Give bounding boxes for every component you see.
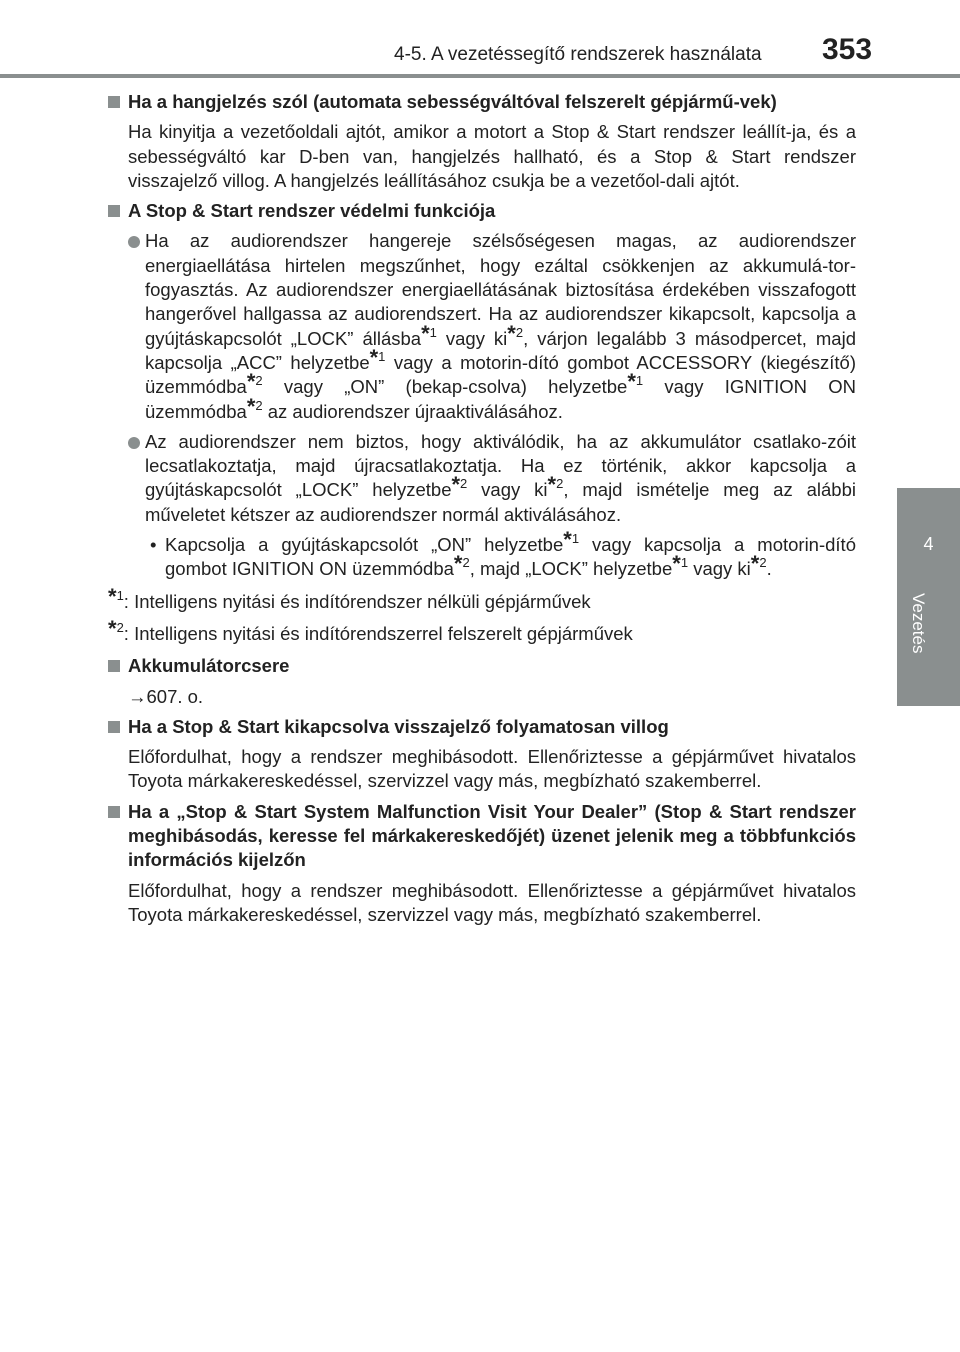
square-bullet-icon: [108, 660, 120, 672]
footnote-number: 1: [116, 587, 124, 603]
sub-list-item: • Kapcsolja a gyújtáskapcsolót „ON” helyzetbe*$^1$ vagy kapcsolja a motorin-dító gombot IGNITION ON üzemmódba*$^2$, majd „LOCK” helyzetbe*$^1$ vagy ki*$^2$.: [150, 527, 856, 580]
circle-bullet-icon: [128, 236, 140, 248]
footnote-number: 1: [635, 373, 644, 389]
footnote-text: : Intelligens nyitási és indítórendszer nélküli gépjárművek: [123, 590, 591, 612]
footnote-text: : Intelligens nyitási és indítórendszerrel felszerelt gépjárművek: [123, 622, 633, 644]
page-content: [108, 90, 856, 933]
paragraph-malfunction: Előfordulhat, hogy a rendszer meghibásodott. Ellenőriztesse a gépjárművet hivatalos Toyota márkakereskedéssel, szervizzel vagy más, megbízható szakemberrel.: [128, 879, 856, 925]
footnote-star: *: [507, 320, 516, 346]
footnote-star: *: [672, 551, 681, 577]
footnote-star: *: [369, 344, 379, 370]
footnote-star: *: [246, 369, 256, 395]
page-reference-link[interactable]: →607. o.: [128, 685, 204, 707]
footnote-number: 2: [556, 476, 564, 492]
footnote-star: *: [108, 583, 117, 609]
footnote-star: *: [246, 393, 256, 419]
section-title: 4-5. A vezetéssegítő rendszerek használata: [394, 44, 762, 65]
footnote-number: 2: [460, 476, 468, 492]
footnote-star: *: [108, 615, 117, 641]
square-bullet-icon: [108, 96, 120, 108]
square-bullet-icon: [108, 205, 120, 217]
chapter-label: Vezetés: [909, 593, 928, 654]
circle-bullet-icon: [128, 437, 140, 449]
footnote-star: *: [627, 369, 636, 395]
list-item-audio-volume: Ha az audiorendszer hangereje szélsőségesen magas, az audiorendszer energiaellátása hirtelen megszűnhet, hogy ezáltal csökkenjen az akkumulá-tor-fogyasztás. Az audiorendszer energiaellátásának biztosítása érdekében visszafogott hangerővel hallgassa az audiorendszert. Ha az audiorendszer kikapcsolt, kapcsolja a gyújtáskapcsolót „LOCK” állásba*$^1$ vagy ki*$^2$, várjon legalább 3 másodpercet, majd kapcsolja „ACC” helyzetbe*$^1$ vagy a motorin-dító gombot ACCESSORY (kiegészítő) üzemmódba*$^2$ vagy „ON” (bekap-csolva) helyzetbe*$^1$ vagy IGNITION ON üzemmódba*$^2$ az audiorendszer újraaktiválásához.: [108, 229, 856, 423]
paragraph-horn: Ha kinyitja a vezetőoldali ajtót, amikor a motort a Stop & Start rendszer leállít-ja, és a sebességváltó kar D-ben van, hangjelzés hallható, és a Stop & Start rendszer visszajelző villog. A hangjelzés leállításához csukja be a vezetőol-dali ajtót.: [128, 121, 856, 191]
heading-text: Akkumulátorcsere: [128, 655, 290, 677]
heading-text: Ha a Stop & Start kikapcsolva visszajelző folyamatosan villog: [128, 715, 669, 737]
paragraph-indicator: Előfordulhat, hogy a rendszer meghibásodott. Ellenőriztesse a gépjárművet hivatalos Toyota márkakereskedéssel, szervizzel vagy más, megbízható szakemberrel.: [128, 746, 856, 792]
footnote-2: [108, 615, 856, 646]
square-bullet-icon: [108, 806, 120, 818]
footnote-number: 1: [680, 555, 689, 571]
footnote-star: *: [421, 320, 430, 346]
heading-text: A Stop & Start rendszer védelmi funkciója: [128, 200, 496, 222]
footnote-number: 2: [255, 397, 263, 413]
footnote-number: 1: [429, 324, 437, 340]
footnote-number: 2: [462, 555, 470, 571]
footnote-number: 1: [571, 531, 580, 547]
list-item-battery-reconnect: Az audiorendszer nem biztos, hogy aktiválódik, ha az akkumulátor csatlako-zóit lecsatlakoztatja, majd újracsatlakoztatja. Ha ez történik, akkor kapcsolja a gyújtáskapcsolót „LOCK” helyzetbe*$^2$ vagy ki*$^2$, majd ismételje meg az alábbi műveletet kétszer az audiorendszer normál aktiválásához.: [108, 430, 856, 527]
square-bullet-icon: [108, 721, 120, 733]
page-number: 353: [822, 33, 873, 66]
footnote-star: *: [453, 551, 463, 577]
chapter-tab[interactable]: [897, 488, 960, 706]
footnote-star: *: [750, 551, 760, 577]
heading-text: Ha a hangjelzés szól (automata sebességváltóval felszerelt gépjármű-vek): [128, 91, 777, 112]
section-heading-indicator: [108, 715, 856, 739]
footnote-star: *: [563, 527, 572, 553]
heading-text: Ha a „Stop & Start System Malfunction Visit Your Dealer” (Stop & Start rendszer meghibásodás, keresse fel márkakereskedőjét) üzenet jelenik meg a többfunkciós információs kijelzőn: [128, 800, 856, 871]
section-heading-battery: [108, 654, 856, 678]
footnote-number: 2: [759, 555, 767, 571]
footnote-star: *: [547, 472, 557, 498]
sub-bullet: •: [150, 534, 157, 556]
section-heading-protection: [108, 199, 856, 223]
footnote-number: 2: [116, 619, 124, 635]
footnote-number: 2: [255, 373, 263, 389]
header-divider: [0, 74, 960, 78]
footnote-1: [108, 583, 856, 614]
footnote-number: 2: [515, 324, 524, 340]
section-heading-malfunction: [108, 800, 856, 873]
chapter-number: 4: [923, 534, 934, 554]
footnote-star: *: [451, 472, 461, 498]
footnote-number: 1: [378, 348, 386, 364]
section-heading-horn: [108, 90, 856, 114]
